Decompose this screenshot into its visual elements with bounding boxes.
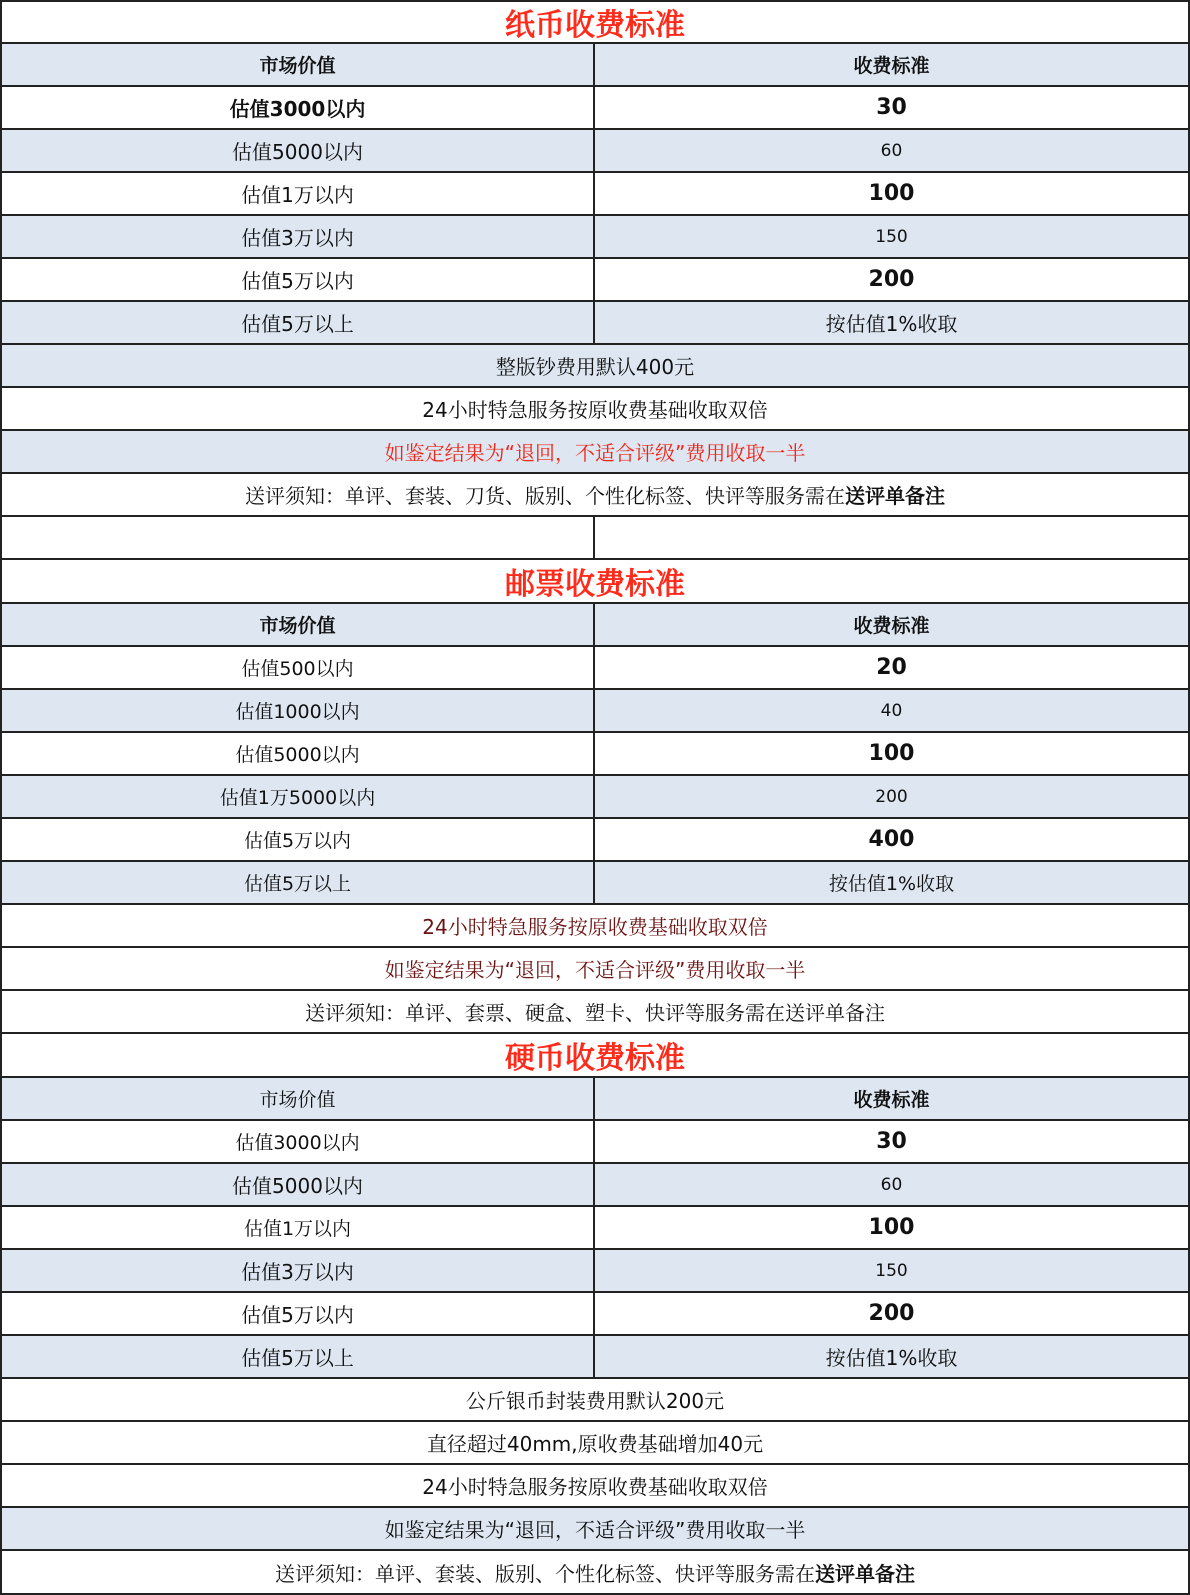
value-cell: 估值5万以上 [2,1336,595,1377]
fee-cell: 100 [868,741,915,766]
paper-header-value: 市场价值 [2,44,595,85]
table-row [0,87,1190,130]
value-cell: 估值5万以上 [2,862,595,903]
submission-notice [2,474,1188,515]
express-service-note: 24小时特急服务按原收费基础收取双倍 [422,398,768,422]
empty-cell [595,517,1188,558]
submission-notice-text: 送评须知：单评、套装、刀货、版别、个性化标签、快评等服务需在 [245,484,845,508]
coin-note-row [0,1422,1190,1465]
paper-section-title: 纸币收费标准 [505,8,685,42]
submission-notice: 送评须知：单评、套票、硬盒、塑卡、快评等服务需在送评单备注 [305,1001,885,1025]
table-row [0,173,1190,216]
empty-cell [2,517,595,558]
stamp-note-row [0,905,1190,948]
kilo-silver-coin-note: 公斤银币封装费用默认200元 [465,1389,725,1413]
table-row [0,302,1190,345]
value-cell: 估值5万以内 [2,819,595,860]
fee-cell: 100 [868,181,915,206]
table-row [0,1207,1190,1250]
table-row [0,690,1190,733]
stamp-note-row [0,991,1190,1034]
express-service-note: 24小时特急服务按原收费基础收取双倍 [422,915,768,939]
value-cell: 估值5万以内 [2,1293,595,1334]
paper-header-row [0,44,1190,87]
fee-cell: 按估值1%收取 [825,1346,958,1370]
return-fee-note: 如鉴定结果为“退回，不适合评级”费用收取一半 [384,441,806,465]
coin-note-row [0,1508,1190,1551]
express-service-note: 24小时特急服务按原收费基础收取双倍 [422,1475,768,1499]
value-cell: 估值1万以内 [2,173,595,214]
paper-note-row [0,388,1190,431]
return-fee-note: 如鉴定结果为“退回，不适合评级”费用收取一半 [384,1518,806,1542]
paper-title-row [0,0,1190,44]
submission-notice-emphasis: 送评单备注 [845,484,945,508]
stamp-header-value: 市场价值 [2,604,595,645]
table-row [0,1336,1190,1379]
paper-note-row [0,474,1190,517]
table-row [0,647,1190,690]
paper-header-fee: 收费标准 [853,55,930,77]
paper-note-row [0,431,1190,474]
return-fee-note: 如鉴定结果为“退回，不适合评级”费用收取一半 [384,958,806,982]
fee-cell: 按估值1%收取 [825,312,958,336]
submission-notice [2,1551,1188,1593]
table-row [0,130,1190,173]
fee-cell: 20 [876,655,907,680]
coin-title-row [0,1034,1190,1078]
fee-cell: 40 [880,700,903,721]
fee-cell: 200 [868,1301,915,1326]
full-sheet-fee-note: 整版钞费用默认400元 [495,355,695,379]
submission-notice-emphasis: 送评单备注 [815,1561,915,1586]
table-row [0,776,1190,819]
table-row [0,733,1190,776]
table-row [0,1293,1190,1336]
stamp-note-row [0,948,1190,991]
coin-header-row [0,1078,1190,1121]
fee-cell: 60 [880,140,903,161]
value-cell: 估值1万以内 [2,1207,595,1248]
value-cell: 估值5000以内 [2,130,595,171]
fee-cell: 100 [868,1215,915,1240]
coin-note-row [0,1379,1190,1422]
stamp-header-fee: 收费标准 [853,615,930,637]
empty-row [0,517,1190,560]
paper-note-row [0,345,1190,388]
fee-cell: 30 [876,95,907,120]
coin-header-fee: 收费标准 [853,1089,930,1111]
fee-cell: 30 [876,1129,907,1154]
fee-cell: 200 [875,786,908,807]
table-row [0,216,1190,259]
diameter-surcharge-note: 直径超过40mm,原收费基础增加40元 [426,1432,764,1456]
coin-header-value: 市场价值 [2,1078,595,1119]
fee-cell: 150 [875,1260,908,1281]
coin-section-title: 硬币收费标准 [505,1041,685,1076]
stamp-section-title: 邮票收费标准 [505,567,685,602]
value-cell: 估值1000以内 [2,690,595,731]
value-cell: 估值5万以内 [2,259,595,300]
submission-notice-text: 送评须知：单评、套装、版别、个性化标签、快评等服务需在 [275,1561,815,1586]
value-cell: 估值5000以内 [2,733,595,774]
fee-cell: 按估值1%收取 [828,873,955,895]
stamp-title-row [0,560,1190,604]
fee-cell: 200 [868,267,915,292]
table-row [0,259,1190,302]
value-cell: 估值3万以内 [2,1250,595,1291]
value-cell: 估值500以内 [2,647,595,688]
value-cell: 估值1万5000以内 [2,776,595,817]
table-row [0,1250,1190,1293]
table-row [0,819,1190,862]
value-cell: 估值3000以内 [2,87,595,128]
table-row [0,862,1190,905]
value-cell: 估值3000以内 [2,1121,595,1162]
table-row [0,1121,1190,1164]
value-cell: 估值5000以内 [2,1164,595,1205]
coin-note-row [0,1551,1190,1595]
fee-cell: 150 [875,226,908,247]
fee-cell: 400 [868,827,915,852]
stamp-header-row [0,604,1190,647]
fee-cell: 60 [880,1174,903,1195]
value-cell: 估值3万以内 [2,216,595,257]
coin-note-row [0,1465,1190,1508]
table-row [0,1164,1190,1207]
value-cell: 估值5万以上 [2,302,595,343]
